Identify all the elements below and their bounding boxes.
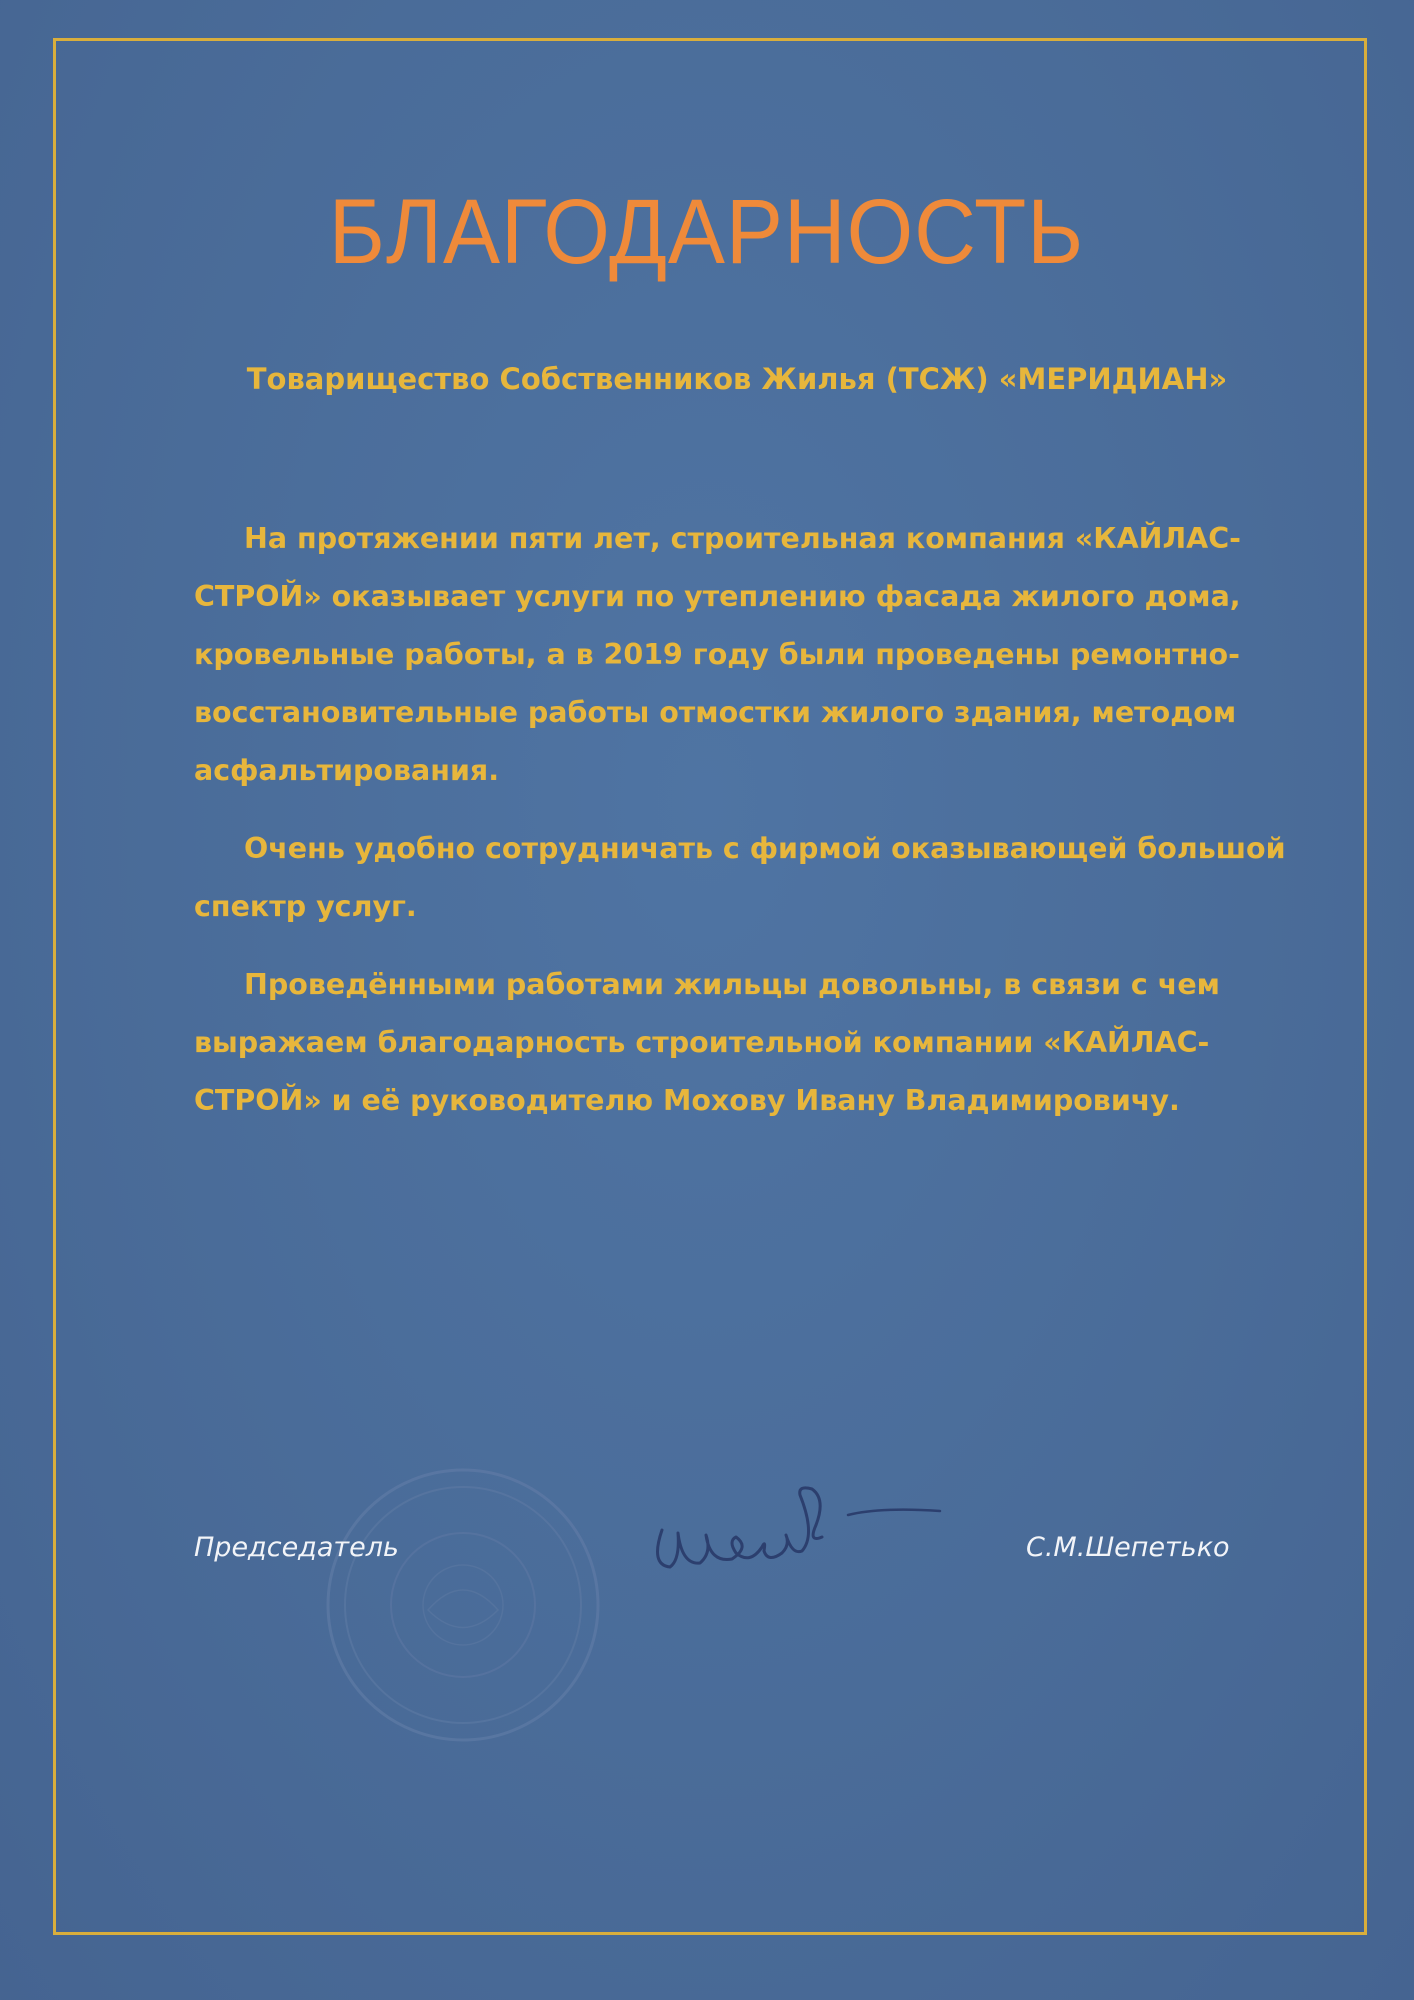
round-seal-stamp-icon [318, 1460, 608, 1750]
organization-name: Товарищество Собственников Жилья (ТСЖ) «МЕРИДИАН» [246, 362, 1228, 396]
document-title: БЛАГОДАРНОСТЬ [328, 181, 1085, 283]
paragraph-3: Проведёнными работами жильцы довольны, в связи с чем выражаем благодарность строительной компании «КАЙЛАС-СТРОЙ» и её руководителю Мохову Ивану Владимировичу. [194, 968, 1220, 1117]
signatory-position: Председатель [194, 1532, 399, 1563]
signatory-name: С.М.Шепетько [1026, 1532, 1230, 1563]
paragraph-1: На протяжении пяти лет, строительная компания «КАЙЛАС-СТРОЙ» оказывает услуги по утеплению фасада жилого дома, кровельные работы, а в 2019 году были проведены ремонтно-восстановительные работы отмостки жилого здания, методом асфальтирования. [194, 522, 1241, 787]
handwritten-signature-icon [640, 1455, 960, 1585]
letter-body [194, 510, 1314, 1150]
paragraph-2: Очень удобно сотрудничать с фирмой оказывающей большой спектр услуг. [194, 832, 1286, 923]
